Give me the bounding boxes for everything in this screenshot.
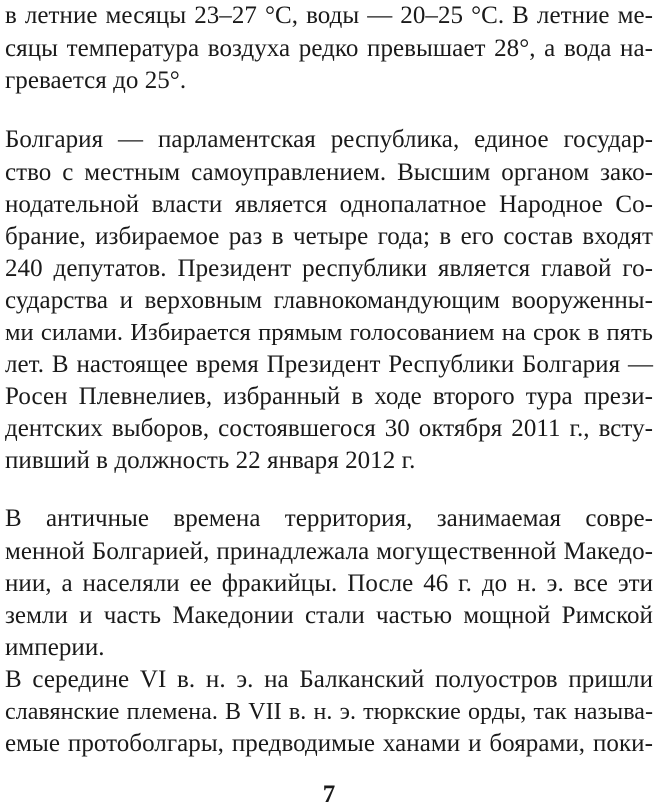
text-line: брание, избираемое раз в четыре года; в его состав входят bbox=[5, 223, 653, 250]
text-line: славянские племена. В VII в. н. э. тюркские орды, так называ- bbox=[5, 699, 653, 725]
text-line: Росен Плевнелиев, избранный в ходе второго тура прези- bbox=[5, 383, 653, 410]
text-line: лет. В настоящее время Президент Республики Болгария — bbox=[5, 351, 653, 378]
text-line: менной Болгарией, принадлежала могущественной Македо- bbox=[5, 538, 653, 565]
text-line: гревается до 25°. bbox=[5, 67, 187, 94]
text-line: пивший в должность 22 января 2012 г. bbox=[5, 447, 416, 474]
text-line: империи. bbox=[5, 634, 105, 661]
text-line: емые протоболгары, предводимые ханами и боярами, поки- bbox=[5, 730, 653, 757]
text-line: В середине VI в. н. э. на Балканский полуостров пришли bbox=[5, 666, 653, 693]
text-line: в летние месяцы 23–27 °С, воды — 20–25 °С. В летние ме- bbox=[5, 2, 653, 29]
text-line: нии, а населяли ее фракийцы. После 46 г. до н. э. все эти bbox=[5, 570, 653, 597]
text-line: Болгария — парламентская республика, единое государ- bbox=[5, 126, 653, 153]
text-line: сударства и верховным главнокомандующим вооруженны- bbox=[5, 287, 653, 314]
text-line: ство с местным самоуправлением. Высшим органом зако- bbox=[5, 159, 653, 186]
text-line: нодательной власти является однопалатное Народное Со- bbox=[5, 191, 653, 218]
text-line: ми силами. Избирается прямым голосованием на срок в пять bbox=[5, 319, 653, 346]
text-line: 240 депутатов. Президент республики является главой го- bbox=[5, 255, 653, 282]
text-line: земли и часть Македонии стали частью мощной Римской bbox=[5, 602, 653, 629]
text-line: сяцы температура воздуха редко превышает 28°, а вода на- bbox=[5, 35, 653, 62]
page-number: 7 bbox=[322, 781, 336, 808]
text-line: дентских выборов, состоявшегося 30 октября 2011 г., всту- bbox=[5, 415, 653, 442]
book-page bbox=[5, 0, 653, 812]
text-line: В античные времена территория, занимаемая совре- bbox=[5, 505, 653, 532]
